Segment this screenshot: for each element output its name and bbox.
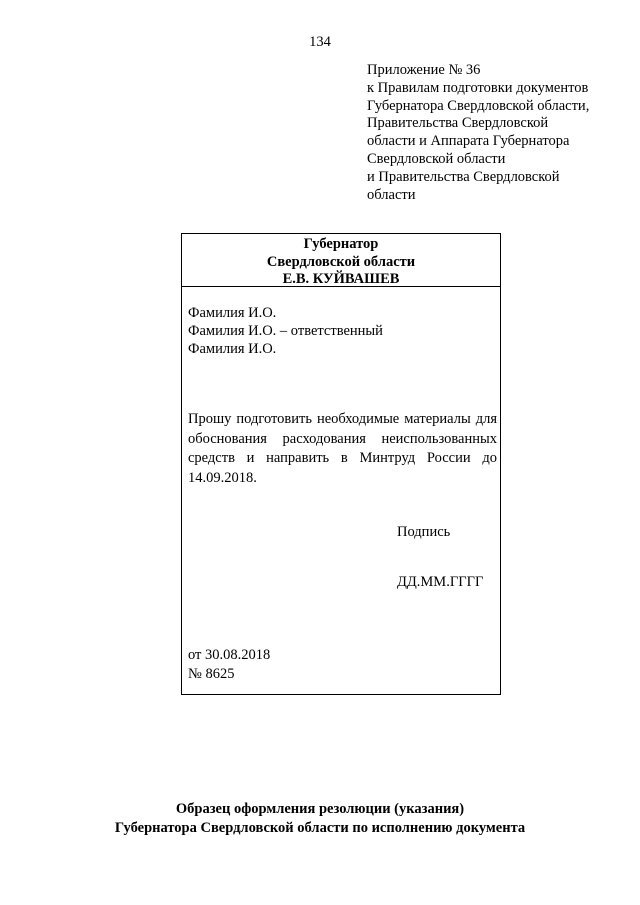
resolution-header: [182, 234, 500, 287]
header-title: Губернатор: [303, 236, 379, 252]
caption-line: Губернатора Свердловской области по исполнению документа: [114, 820, 526, 836]
header-region: Свердловской области: [266, 253, 416, 270]
appendix-line: Губернатора Свердловской области,: [367, 97, 590, 114]
assignee-responsible: Фамилия И.О. – ответственный: [188, 323, 383, 339]
signature-label: Подпись: [397, 524, 451, 540]
assignees-list: [188, 304, 383, 358]
appendix-line: Правительства Свердловской: [367, 115, 549, 132]
caption-line: Образец оформления резолюции (указания): [175, 801, 465, 817]
assignee: Фамилия И.О.: [188, 305, 277, 321]
appendix-line: Свердловской области: [367, 150, 506, 167]
resolution-instruction: Прошу подготовить необходимые материалы для обоснования расходования неиспользованных средств и направить в Минтруд России до 14.09.2018.: [188, 411, 497, 486]
appendix-note: [367, 62, 617, 204]
resolution-box: [181, 233, 501, 695]
figure-caption: [0, 800, 640, 838]
header-name: Е.В. КУЙВАШЕВ: [282, 271, 400, 287]
signature-date: ДД.ММ.ГГГГ: [397, 574, 484, 590]
assignee: Фамилия И.О.: [188, 341, 277, 357]
page-number: 134: [309, 34, 331, 50]
document-date: от 30.08.2018: [188, 647, 271, 663]
appendix-line: и Правительства Свердловской: [367, 168, 560, 185]
appendix-line: области: [367, 186, 416, 203]
appendix-line: области и Аппарата Губернатора: [367, 133, 570, 150]
document-reference: [188, 646, 270, 684]
appendix-line: Приложение № 36: [367, 62, 481, 78]
appendix-line: к Правилам подготовки документов: [367, 79, 589, 96]
document-number: № 8625: [188, 666, 235, 682]
